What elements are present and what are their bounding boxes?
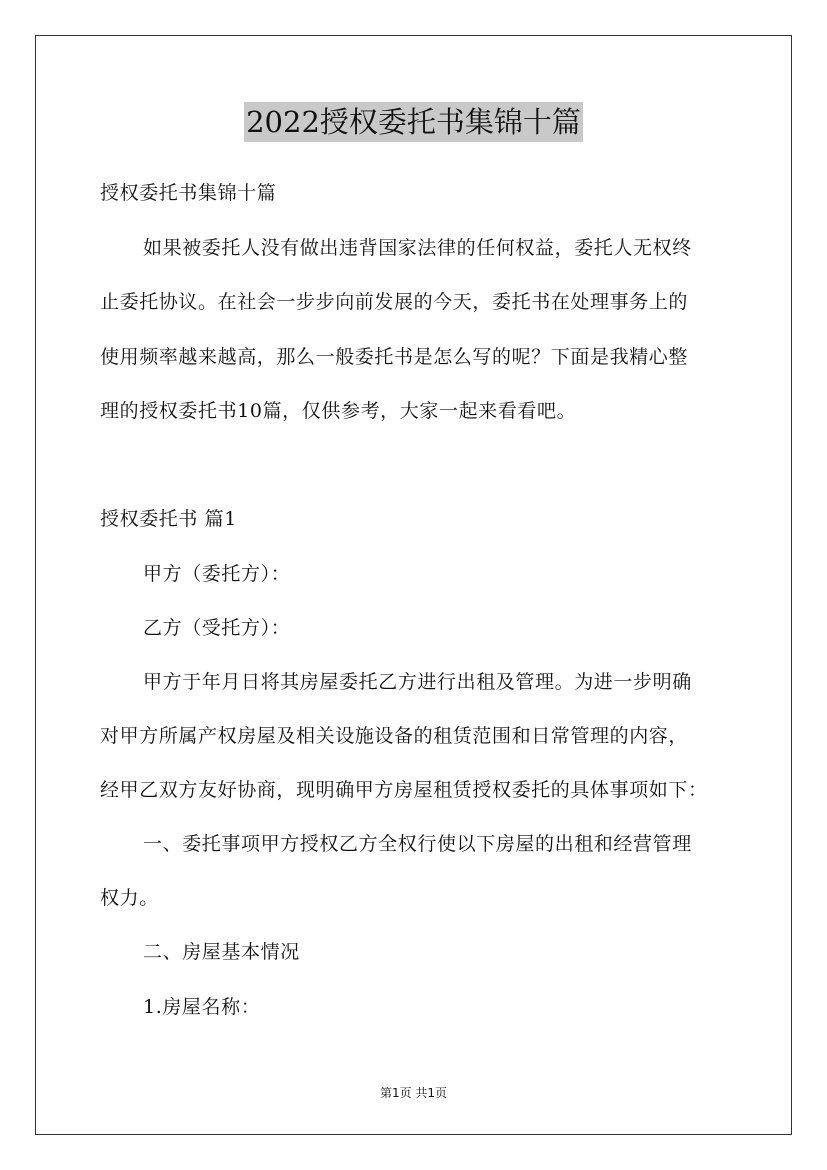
page-footer: 第1页 共1页 <box>379 1086 448 1100</box>
document-subtitle: 授权委托书集锦十篇 <box>100 182 277 204</box>
party-a-label: 甲方（委托方）： <box>143 563 291 585</box>
item2-heading: 二、房屋基本情况 <box>143 941 300 963</box>
body-line-2: 对甲方所属产权房屋及相关设施设备的租赁范围和日常管理的内容， <box>100 725 689 747</box>
body-line-3: 经甲乙双方友好协商，现明确甲方房屋租赁授权委托的具体事项如下： <box>100 779 708 801</box>
intro-line-2: 止委托协议。在社会一步步向前发展的今天，委托书在处理事务上的 <box>100 291 689 313</box>
intro-line-4: 理的授权委托书10篇，仅供参考，大家一起来看看吧。 <box>100 400 577 422</box>
section-heading: 授权委托书 篇1 <box>100 508 237 530</box>
item1-line-2: 权力。 <box>100 887 159 909</box>
item1-line-1: 一、委托事项甲方授权乙方全权行使以下房屋的出租和经营管理 <box>143 833 692 855</box>
intro-line-1: 如果被委托人没有做出违背国家法律的任何权益，委托人无权终 <box>143 237 692 259</box>
body-line-1: 甲方于年月日将其房屋委托乙方进行出租及管理。为进一步明确 <box>143 671 692 693</box>
intro-line-3: 使用频率越来越高，那么一般委托书是怎么写的呢？下面是我精心整 <box>100 346 689 368</box>
document-title <box>0 102 827 142</box>
item2-1-label: 1.房屋名称： <box>143 996 261 1018</box>
document-title-text: 2022授权委托书集锦十篇 <box>244 102 583 142</box>
party-b-label: 乙方（受托方）： <box>143 617 291 639</box>
